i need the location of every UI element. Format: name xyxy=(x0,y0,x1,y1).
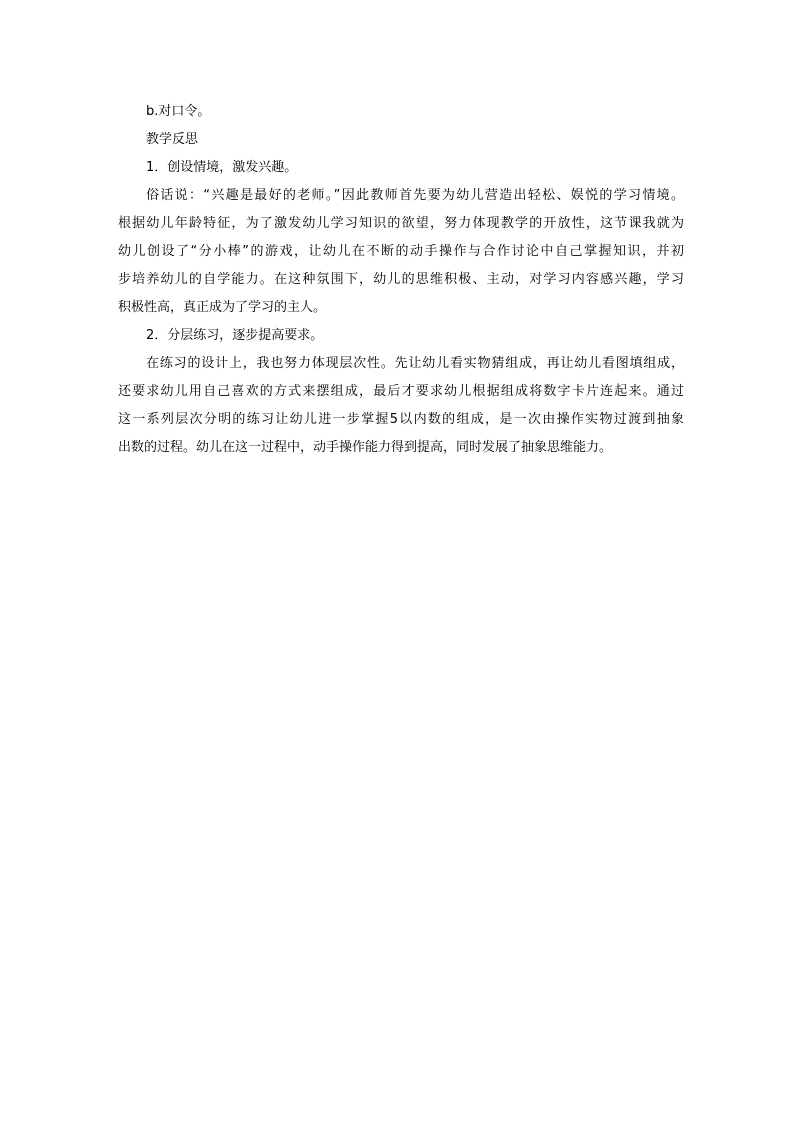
section-1-heading: 1．创设情境，激发兴趣。 xyxy=(146,160,298,175)
paragraph-line: 积极性高，真正成为了学习的主人。 xyxy=(118,300,327,315)
paragraph-line: 在练习的设计上，我也努力体现层次性。先让幼儿看实物猜组成，再让幼儿看图填组成， xyxy=(146,356,684,371)
section-1-paragraph xyxy=(118,182,684,322)
section-2-heading: 2．分层练习，逐步提高要求。 xyxy=(146,328,324,343)
item-b: b.对口令。 xyxy=(146,104,211,119)
section-2-paragraph xyxy=(118,350,684,462)
paragraph-line: 根据幼儿年龄特征，为了激发幼儿学习知识的欲望，努力体现教学的开放性，这节课我就为 xyxy=(118,216,684,231)
paragraph-line: 俗话说：“兴趣是最好的老师。”因此教师首先要为幼儿营造出轻松、娱悦的学习情境。 xyxy=(146,188,684,203)
paragraph-line: 出数的过程。幼儿在这一过程中，动手操作能力得到提高，同时发展了抽象思维能力。 xyxy=(118,440,613,455)
paragraph-line: 这一系列层次分明的练习让幼儿进一步掌握5以内数的组成，是一次由操作实物过渡到抽象 xyxy=(118,412,684,427)
reflection-heading: 教学反思 xyxy=(146,132,199,147)
document-page xyxy=(118,98,684,462)
paragraph-line: 步培养幼儿的自学能力。在这种氛围下，幼儿的思维积极、主动，对学习内容感兴趣，学习 xyxy=(118,272,684,287)
paragraph-line: 幼儿创设了“分小棒”的游戏，让幼儿在不断的动手操作与合作讨论中自己掌握知识，并初 xyxy=(118,244,684,259)
paragraph-line: 还要求幼儿用自己喜欢的方式来摆组成，最后才要求幼儿根据组成将数字卡片连起来。通过 xyxy=(118,384,684,399)
